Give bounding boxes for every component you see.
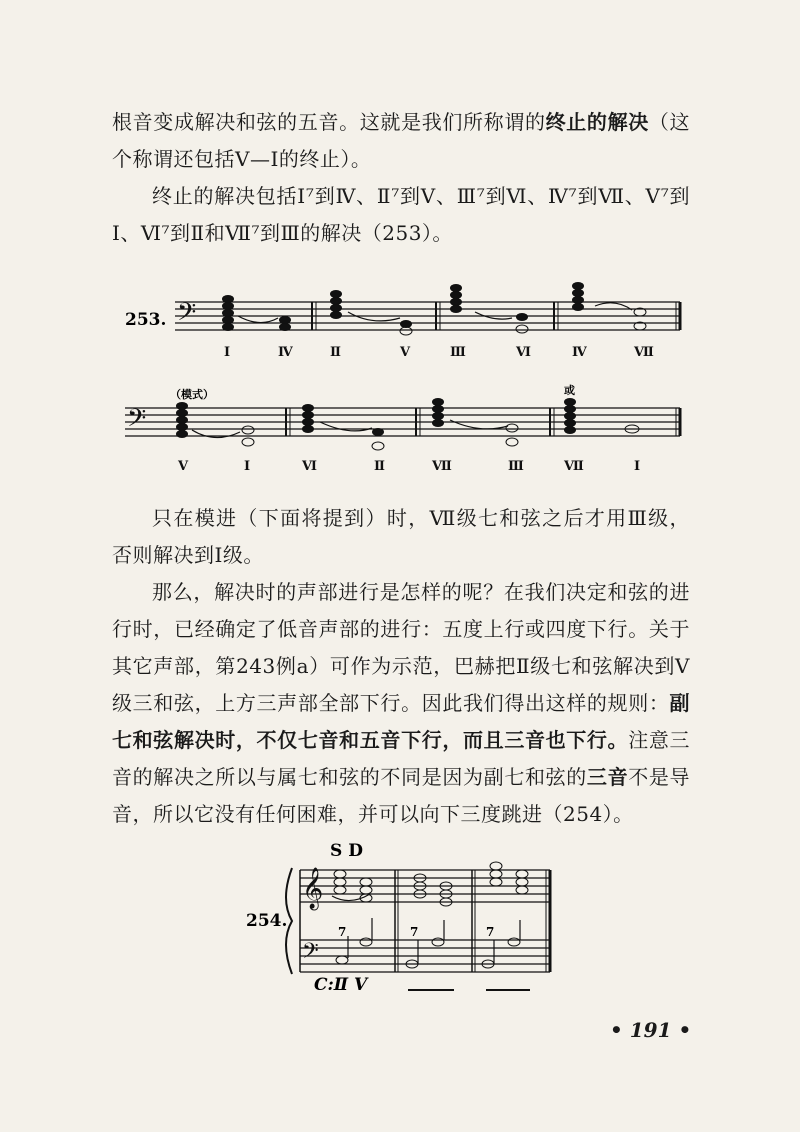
p4-rule-bold: 副七和弦解决时，不仅七音和五音下行，而且三音也下行。	[112, 691, 690, 752]
function-labels: S D	[330, 841, 363, 861]
roman-label: Ⅵ	[302, 459, 317, 474]
annotation-or: 或	[564, 384, 575, 397]
seventh-label: 7	[410, 925, 419, 939]
bass-clef-icon: 𝄢	[127, 404, 147, 439]
p3-text: 只在模进（下面将提到）时，Ⅶ级七和弦之后才用Ⅲ级，否则解决到Ⅰ级。	[112, 506, 690, 567]
roman-label: Ⅱ	[330, 345, 341, 360]
key-label: C:Ⅱ Ⅴ	[314, 975, 368, 995]
roman-label: Ⅰ	[224, 345, 231, 360]
roman-labels-row2	[177, 459, 640, 474]
chord-notes	[176, 398, 639, 450]
p1-text-b: （这个称谓还包括Ⅴ—Ⅰ的终止）。	[112, 110, 691, 171]
roman-label: Ⅴ	[178, 459, 189, 474]
roman-label: Ⅰ	[244, 459, 251, 474]
page-number: • 191 •	[610, 1018, 692, 1042]
roman-label: Ⅰ	[634, 459, 641, 474]
paragraph-2	[112, 178, 690, 252]
example-number: 254.	[246, 911, 288, 931]
roman-label: Ⅶ	[564, 459, 584, 474]
bass-clef-icon: 𝄢	[302, 939, 319, 969]
roman-label: Ⅴ	[400, 345, 411, 360]
p4-bold-term: 三音	[586, 765, 629, 789]
bass-clef-icon: 𝄢	[177, 298, 197, 333]
seventh-label: 7	[338, 925, 347, 939]
example-number: 253.	[125, 310, 167, 330]
seventh-label: 7	[486, 925, 495, 939]
treble-clef-icon: 𝄞	[302, 868, 324, 909]
roman-label: Ⅶ	[432, 459, 452, 474]
p1-bold-term: 终止的解决	[545, 110, 649, 134]
roman-label: Ⅶ	[634, 345, 654, 360]
annotation-mode: （模式）	[170, 388, 214, 401]
paragraph-4	[112, 574, 690, 833]
roman-labels-row1	[224, 345, 654, 360]
p2-text: 终止的解决包括Ⅰ⁷到Ⅳ、Ⅱ⁷到Ⅴ、Ⅲ⁷到Ⅵ、Ⅳ⁷到Ⅶ、Ⅴ⁷到Ⅰ、Ⅵ⁷到Ⅱ和Ⅶ⁷到Ⅲ的解决（253）。	[112, 184, 690, 245]
roman-label: Ⅳ	[278, 345, 293, 360]
music-example-253	[110, 280, 700, 485]
music-example-254	[240, 840, 560, 1000]
paragraph-3	[112, 500, 690, 574]
p4-text-a: 那么，解决时的声部进行是怎样的呢？在我们决定和弦的进行时，已经确定了低音声部的进行：五度上行或四度下行。关于其它声部，第243例a）可作为示范，巴赫把Ⅱ级七和弦解决到Ⅴ级三和弦，上方三声部全部下行。因此我们得出这样的规则：	[112, 580, 690, 715]
roman-label: Ⅵ	[516, 345, 531, 360]
roman-label: Ⅲ	[508, 459, 524, 474]
roman-label: Ⅳ	[572, 345, 587, 360]
p4-text-c: 不是导音，所以它没有任何困难，并可以向下三度跳进（254）。	[112, 765, 691, 826]
p1-text-a: 根音变成解决和弦的五音。这就是我们所称谓的	[112, 110, 546, 134]
roman-label: Ⅱ	[374, 459, 385, 474]
p4-text-b: 注意三音的解决之所以与属七和弦的不同是因为副七和弦的	[112, 728, 691, 789]
roman-label: Ⅲ	[450, 345, 466, 360]
paragraph-1	[112, 104, 690, 178]
